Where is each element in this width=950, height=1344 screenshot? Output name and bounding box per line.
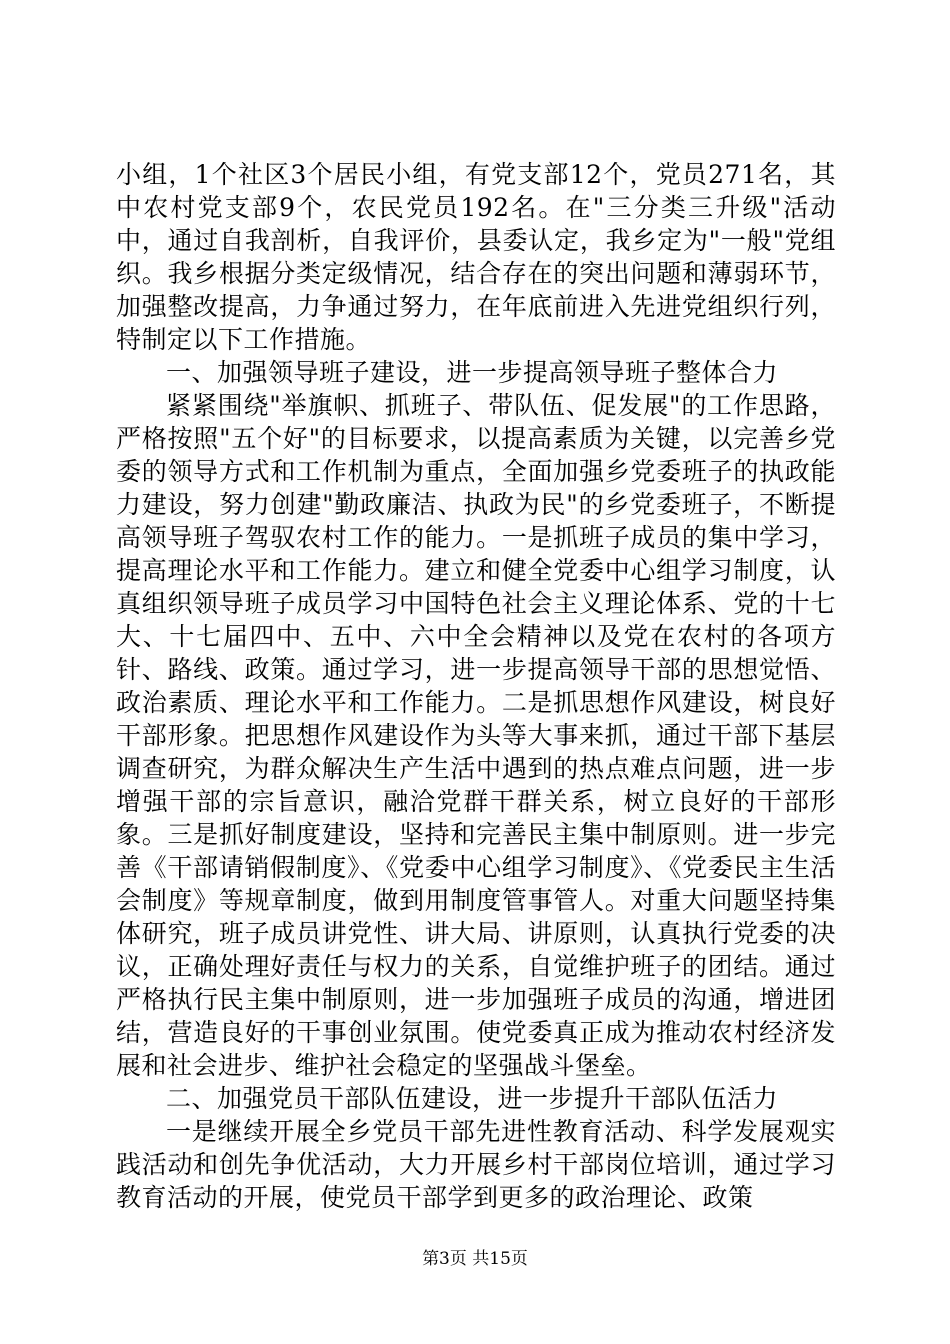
body-paragraph: 一是继续开展全乡党员干部先进性教育活动、科学发展观实践活动和创先争优活动，大力开展乡村干部岗位培训，通过学习教育活动的开展，使党员干部学到更多的政治理论、政策 — [116, 1117, 836, 1212]
section-heading: 二、加强党员干部队伍建设，进一步提升干部队伍活力 — [166, 1084, 779, 1113]
page-footer: 第3页 共15页 — [422, 1249, 528, 1269]
document-body — [116, 158, 836, 1214]
body-paragraph: 紧紧围绕"举旗帜、抓班子、带队伍、促发展"的工作思路，严格按照"五个好"的目标要求，以提高素质为关键，以完善乡党委的领导方式和工作机制为重点，全面加强乡党委班子的执政能力建设，努力创建"勤政廉洁、执政为民"的乡党委班子，不断提高领导班子驾驭农村工作的能力。一是抓班子成员的集中学习，提高理论水平和工作能力。建立和健全党委中心组学习制度，认真组织领导班子成员学习中国特色社会主义理论体系、党的十七大、十七届四中、五中、六中全会精神以及党在农村的各项方针、路线、政策。通过学习，进一步提高领导干部的思想觉悟、政治素质、理论水平和工作能力。二是抓思想作风建设，树良好干部形象。把思想作风建设作为头等大事来抓，通过干部下基层调查研究，为群众解决生产生活中遇到的热点难点问题，进一步增强干部的宗旨意识，融洽党群干群关系，树立良好的干部形象。三是抓好制度建设，坚持和完善民主集中制原则。进一步完善《干部请销假制度》、《党委中心组学习制度》、《党委民主生活会制度》等规章制度，做到用制度管事管人。对重大问题坚持集体研究，班子成员讲党性、讲大局、讲原则，认真执行党委的决议，正确处理好责任与权力的关系，自觉维护班子的团结。通过严格执行民主集中制原则，进一步加强班子成员的沟通，增进团结，营造良好的干事创业氛围。使党委真正成为推动农村经济发展和社会进步、维护社会稳定的坚强战斗堡垒。 — [116, 391, 836, 1080]
body-paragraph: 小组，1个社区3个居民小组，有党支部12个，党员271名，其中农村党支部9个，农民党员192名。在"三分类三升级"活动中，通过自我剖析，自我评价，县委认定，我乡定为"一般"党组织。我乡根据分类定级情况，结合存在的突出问题和薄弱环节，加强整改提高，力争通过努力，在年底前进入先进党组织行列，特制定以下工作措施。 — [116, 160, 836, 354]
section-heading: 一、加强领导班子建设，进一步提高领导班子整体合力 — [166, 358, 779, 387]
